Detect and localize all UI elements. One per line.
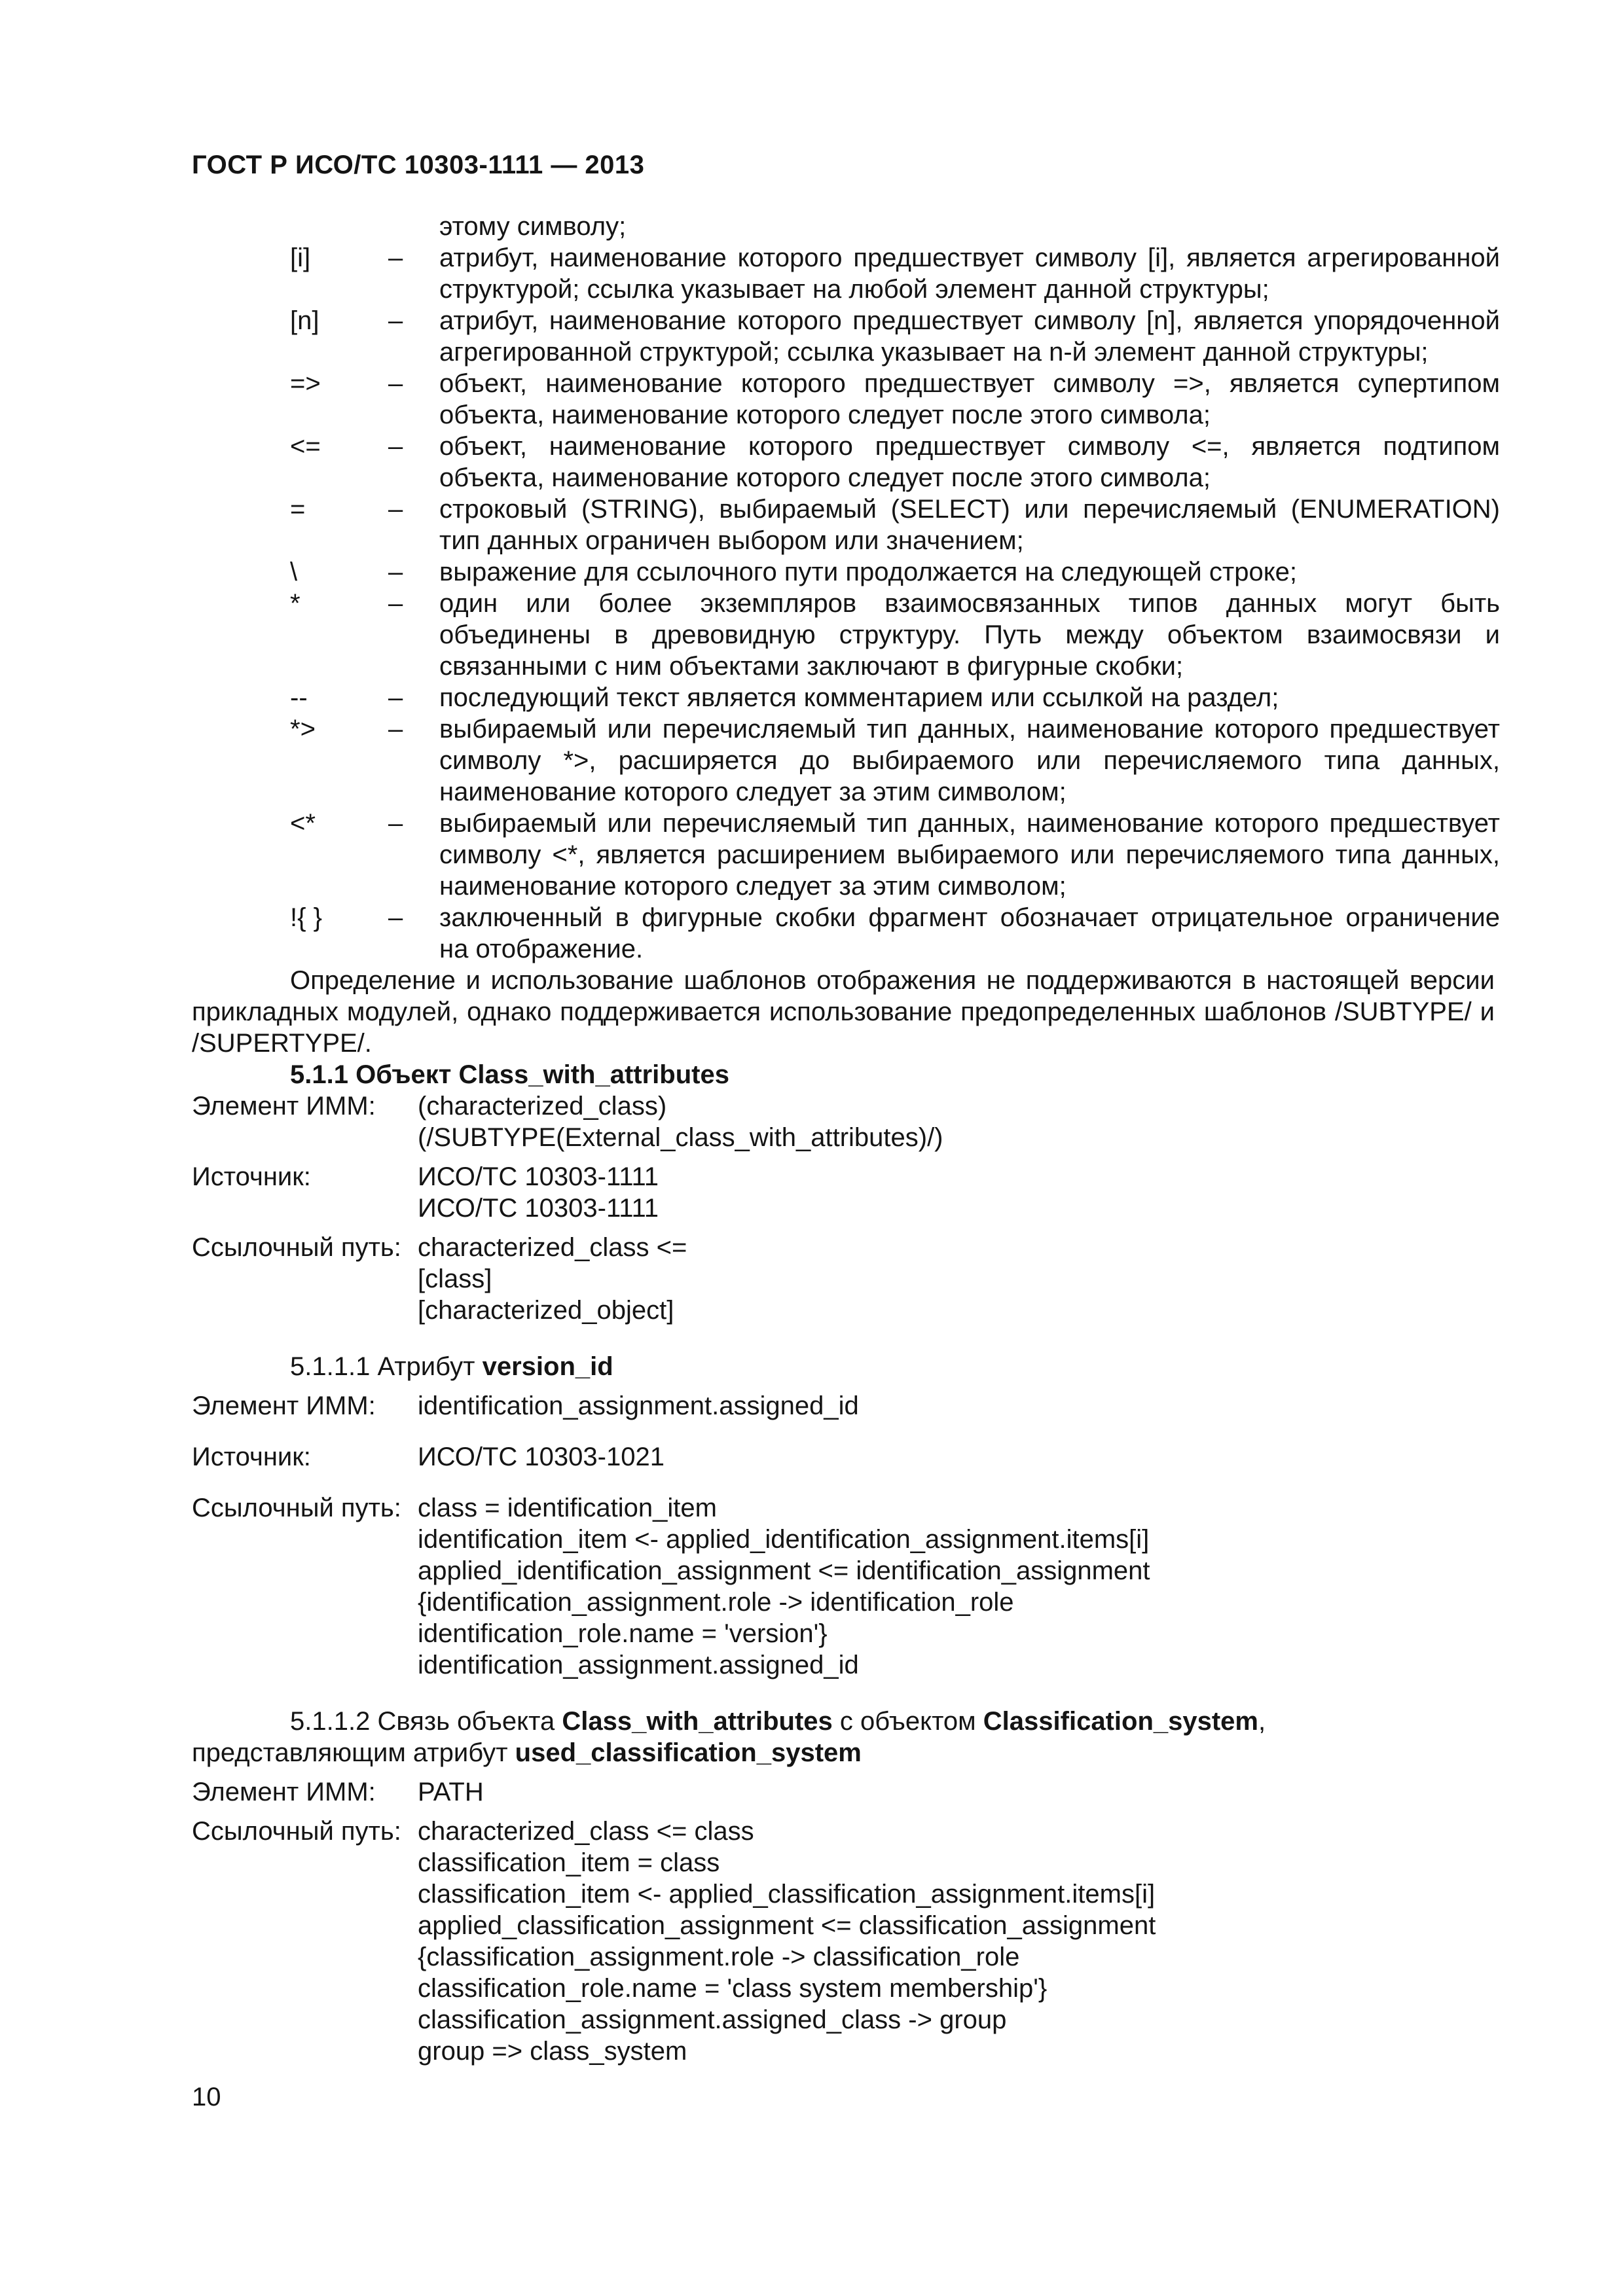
legend-definition-line: атрибут, наименование которого предшествует символу [n], является упорядоченной xyxy=(439,306,1500,335)
section-5112-heading-text-2: с объектом xyxy=(832,1707,983,1736)
mapping-row xyxy=(192,1390,1495,1422)
mapping-value-line: identification_role.name = 'version'} xyxy=(418,1619,828,1648)
legend-definition xyxy=(439,368,1500,431)
legend-symbol: !{ } xyxy=(290,903,322,932)
legend-definition-line: на отображение. xyxy=(439,935,644,963)
legend-dash: – xyxy=(388,243,403,272)
mapping-values xyxy=(418,1816,1495,2067)
legend-definition-line: тип данных ограничен выбором или значением; xyxy=(439,526,1024,555)
mapping-value-line: PATH xyxy=(418,1778,484,1806)
legend-symbol: [i] xyxy=(290,243,311,272)
legend-definition xyxy=(439,682,1500,713)
section-5111-mapping xyxy=(192,1390,1495,1681)
section-5112-mapping xyxy=(192,1776,1495,2067)
legend-dash: – xyxy=(388,715,403,744)
mapping-row xyxy=(192,1232,1495,1326)
mapping-value-line: applied_classification_assignment <= classification_assignment xyxy=(418,1911,1156,1940)
legend-definition-line: объект, наименование которого предшествует символу =>, является супертипом xyxy=(439,369,1500,398)
mapping-values xyxy=(418,1161,1495,1224)
mapping-label: Источник: xyxy=(192,1443,311,1471)
mapping-row xyxy=(192,1161,1495,1224)
mapping-row xyxy=(192,1090,1495,1153)
legend-definition xyxy=(439,493,1500,556)
legend-items xyxy=(192,242,1500,965)
mapping-row xyxy=(192,1441,1495,1473)
legend-definition-line: заключенный в фигурные скобки фрагмент обозначает отрицательное ограничение xyxy=(439,903,1500,932)
mapping-value-line: ИСО/ТС 10303-1111 xyxy=(418,1162,659,1191)
mapping-value-line: identification_assignment.assigned_id xyxy=(418,1391,859,1420)
legend-symbol: = xyxy=(290,495,306,524)
mapping-row xyxy=(192,1816,1495,2067)
legend-dash: – xyxy=(388,558,403,586)
section-511-heading: 5.1.1 Объект Class_with_attributes xyxy=(290,1060,729,1089)
legend-definition-line: один или более экземпляров взаимосвязанных типов данных могут быть xyxy=(439,589,1500,618)
legend-definition xyxy=(439,556,1500,588)
legend-definition-line: объекта, наименование которого следует после этого символа; xyxy=(439,401,1211,429)
legend-item xyxy=(192,431,1500,493)
legend-definition-line: последующий текст является комментарием или ссылкой на раздел; xyxy=(439,683,1279,712)
mapping-value-line: ИСО/ТС 10303-1111 xyxy=(418,1194,659,1223)
legend-symbol: <= xyxy=(290,432,321,461)
section-5112-heading-attr: used_classification_system xyxy=(515,1738,862,1767)
section-5112-heading-text-1: 5.1.1.2 Связь объекта xyxy=(290,1707,562,1736)
mapping-value-line: identification_item <- applied_identification_assignment.items[i] xyxy=(418,1525,1150,1554)
mapping-value-line: {identification_assignment.role -> identification_role xyxy=(418,1588,1014,1617)
section-511-mapping xyxy=(192,1090,1495,1326)
mapping-value-line: {classification_assignment.role -> classification_role xyxy=(418,1943,1020,1971)
mapping-row xyxy=(192,1492,1495,1681)
legend-definition-line: объединены в древовидную структуру. Путь между объектом взаимосвязи и xyxy=(439,620,1500,649)
mapping-value-line: classification_assignment.assigned_class -> group xyxy=(418,2005,1007,2034)
legend-definition-line: агрегированной структурой; ссылка указывает на n-й элемент данной структуры; xyxy=(439,338,1429,367)
mapping-value-line: (characterized_class) xyxy=(418,1092,667,1121)
legend-item xyxy=(192,713,1500,808)
mapping-values xyxy=(418,1090,1495,1153)
legend-definition-line: выбираемый или перечисляемый тип данных, наименование которого предшествует xyxy=(439,715,1500,744)
section-5111-heading-text: 5.1.1.1 Атрибут xyxy=(290,1352,483,1381)
legend-dash: – xyxy=(388,809,403,838)
mapping-label: Элемент ИММ: xyxy=(192,1778,376,1806)
legend-definition-line: объекта, наименование которого следует после этого символа; xyxy=(439,463,1211,492)
legend-item xyxy=(192,556,1495,588)
legend-definition xyxy=(439,808,1500,902)
legend-definition xyxy=(439,713,1500,808)
section-5112-heading-line2-text: представляющим атрибут xyxy=(192,1738,515,1767)
mapping-values xyxy=(418,1441,1495,1473)
mapping-values xyxy=(418,1390,1495,1422)
mapping-value-line: classification_item = class xyxy=(418,1848,720,1877)
legend-item xyxy=(192,305,1500,368)
mapping-label: Ссылочный путь: xyxy=(192,1494,401,1522)
legend-definition-line: связанными с ним объектами заключают в фигурные скобки; xyxy=(439,652,1184,681)
mapping-label: Элемент ИММ: xyxy=(192,1092,376,1121)
document-header-title: ГОСТ Р ИСО/ТС 10303-1111 — 2013 xyxy=(192,151,645,179)
section-5112-heading-entity-2: Classification_system xyxy=(983,1707,1258,1736)
mapping-values xyxy=(418,1232,1495,1326)
mapping-label: Ссылочный путь: xyxy=(192,1233,401,1262)
mapping-value-line: group => class_system xyxy=(418,2037,687,2066)
symbol-legend xyxy=(192,211,1500,2067)
legend-dash: – xyxy=(388,495,403,524)
legend-item xyxy=(192,493,1500,556)
mapping-row xyxy=(192,1776,1495,1808)
legend-dash: – xyxy=(388,306,403,335)
mapping-label: Источник: xyxy=(192,1162,311,1191)
legend-dash: – xyxy=(388,589,403,618)
legend-definition-line: выбираемый или перечисляемый тип данных, наименование которого предшествует xyxy=(439,809,1500,838)
legend-symbol: -- xyxy=(290,683,308,712)
legend-definition-line: структурой; ссылка указывает на любой элемент данной структуры; xyxy=(439,275,1269,304)
note-paragraph: Определение и использование шаблонов отображения не поддерживаются в настоящей версии прикладных модулей, однако поддерживается использование предопределенных шаблонов /SUBTYPE/ и /SUPERTYPE/. xyxy=(192,966,1495,1058)
legend-definition-line: символу *>, расширяется до выбираемого или перечисляемого типа данных, xyxy=(439,746,1500,775)
legend-definition xyxy=(439,588,1500,682)
page-number: 10 xyxy=(192,2083,221,2111)
legend-definition-line: атрибут, наименование которого предшествует символу [i], является агрегированной xyxy=(439,243,1500,272)
mapping-value-line: (/SUBTYPE(External_class_with_attributes)/) xyxy=(418,1123,943,1152)
section-5112-heading-text-3: , xyxy=(1258,1707,1266,1736)
section-5111-heading xyxy=(192,1351,1495,1382)
legend-definition-line: объект, наименование которого предшествует символу <=, является подтипом xyxy=(439,432,1500,461)
legend-symbol: <* xyxy=(290,809,316,838)
mapping-value-line: ИСО/ТС 10303-1021 xyxy=(418,1443,665,1471)
legend-definition xyxy=(439,242,1500,305)
section-5112-heading xyxy=(192,1706,1495,1737)
legend-definition xyxy=(439,305,1500,368)
legend-symbol: => xyxy=(290,369,321,398)
legend-definition-line: выражение для ссылочного пути продолжается на следующей строке; xyxy=(439,558,1297,586)
mapping-value-line: applied_identification_assignment <= identification_assignment xyxy=(418,1556,1150,1585)
legend-item xyxy=(192,368,1500,431)
mapping-value-line: class = identification_item xyxy=(418,1494,717,1522)
mapping-value-line: characterized_class <= xyxy=(418,1233,687,1262)
legend-dash: – xyxy=(388,683,403,712)
legend-symbol: [n] xyxy=(290,306,319,335)
section-5112-heading-entity-1: Class_with_attributes xyxy=(562,1707,833,1736)
mapping-values xyxy=(418,1492,1495,1681)
legend-dash: – xyxy=(388,432,403,461)
legend-item xyxy=(192,682,1495,713)
legend-symbol: * xyxy=(290,589,301,618)
mapping-value-line: classification_item <- applied_classification_assignment.items[i] xyxy=(418,1880,1156,1909)
mapping-label: Элемент ИММ: xyxy=(192,1391,376,1420)
legend-dash: – xyxy=(388,903,403,932)
legend-definition-line: символу <*, является расширением выбираемого или перечисляемого типа данных, xyxy=(439,840,1500,869)
mapping-label: Ссылочный путь: xyxy=(192,1817,401,1846)
legend-definition-line: наименование которого следует за этим символом; xyxy=(439,872,1067,901)
legend-symbol: *> xyxy=(290,715,316,744)
legend-definition-line: наименование которого следует за этим символом; xyxy=(439,778,1067,806)
mapping-values xyxy=(418,1776,1495,1808)
legend-dash: – xyxy=(388,369,403,398)
legend-lead-line: этому символу; xyxy=(439,212,627,241)
legend-item xyxy=(192,902,1500,965)
mapping-value-line: [characterized_object] xyxy=(418,1296,674,1325)
mapping-value-line: characterized_class <= class xyxy=(418,1817,754,1846)
legend-definition-line: строковый (STRING), выбираемый (SELECT) или перечисляемый (ENUMERATION) xyxy=(439,495,1500,524)
mapping-value-line: classification_role.name = 'class system membership'} xyxy=(418,1974,1048,2003)
section-5112-heading-line2 xyxy=(192,1737,1495,1768)
mapping-value-line: [class] xyxy=(418,1265,492,1293)
legend-symbol: \ xyxy=(290,558,298,586)
legend-item xyxy=(192,242,1500,305)
legend-item xyxy=(192,808,1500,902)
mapping-value-line: identification_assignment.assigned_id xyxy=(418,1651,859,1679)
section-5111-heading-attr: version_id xyxy=(482,1352,613,1381)
legend-item xyxy=(192,588,1500,682)
legend-definition xyxy=(439,902,1500,965)
legend-definition xyxy=(439,431,1500,493)
